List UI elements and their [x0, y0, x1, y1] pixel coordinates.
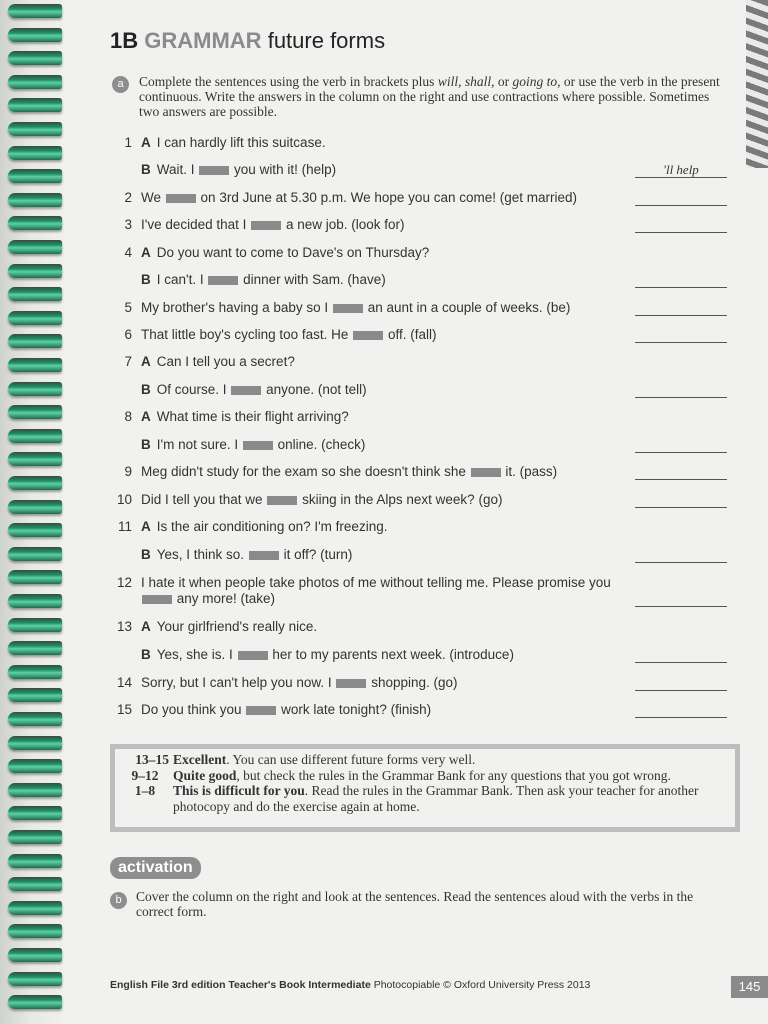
sentence-text: B I can't. I dinner with Sam. (have) — [141, 272, 386, 287]
binding-coil — [2, 639, 62, 661]
sentence-text: Sorry, but I can't help you now. I shopping. (go) — [141, 675, 458, 690]
footer-credit: English File 3rd edition Teacher's Book Intermediate Photocopiable © Oxford University Press 2013 — [110, 979, 591, 991]
sentence-text: My brother's having a baby so I an aunt in a couple of weeks. (be) — [141, 300, 571, 315]
binding-coil — [2, 757, 62, 779]
binding-coil — [2, 993, 62, 1015]
speaker-label: B — [141, 162, 151, 177]
speaker-label: A — [141, 519, 151, 534]
sentence-text: A I can hardly lift this suitcase. — [141, 135, 326, 150]
sentence-number: 15 — [116, 702, 132, 717]
speaker-label: B — [141, 647, 151, 662]
binding-coil — [2, 26, 62, 48]
binding-coil — [2, 238, 62, 260]
binding-coil — [2, 592, 62, 614]
sentence-text: A Do you want to come to Dave's on Thursday? — [141, 245, 430, 260]
sentence-row — [112, 437, 727, 455]
sentence-row — [112, 409, 727, 427]
activation-label: activation — [110, 857, 201, 879]
speaker-label: A — [141, 135, 151, 150]
answer-gap — [249, 551, 279, 560]
sentence-text: A Is the air conditioning on? I'm freezing. — [141, 519, 388, 534]
answer-line[interactable] — [635, 300, 727, 316]
binding-coil — [2, 686, 62, 708]
binding-coil — [2, 781, 62, 803]
sentence-row — [112, 190, 727, 208]
answer-gap — [267, 496, 297, 505]
answer-gap — [231, 386, 261, 395]
answer-gap — [353, 331, 383, 340]
answer-gap — [166, 194, 196, 203]
sentence-text: That little boy's cycling too fast. He off. (fall) — [141, 327, 437, 342]
sentence-text: A What time is their flight arriving? — [141, 409, 349, 424]
page-number: 145 — [731, 976, 768, 998]
binding-coil — [2, 474, 62, 496]
binding-coil — [2, 73, 62, 95]
exercise-b-instructions: b Cover the column on the right and look at the sentences. Read the sentences aloud with the verbs in the correct form. — [110, 889, 710, 919]
answer-line[interactable] — [635, 327, 727, 343]
sentence-text: Did I tell you that we skiing in the Alps next week? (go) — [141, 492, 503, 507]
score-box — [110, 744, 740, 832]
binding-coil — [2, 521, 62, 543]
answer-gap — [333, 304, 363, 313]
spiral-binding — [0, 0, 68, 1024]
binding-coil — [2, 214, 62, 236]
binding-coil — [2, 828, 62, 850]
exercise-b-badge: b — [110, 892, 127, 909]
sentence-text: A Your girlfriend's really nice. — [141, 619, 318, 634]
sentence-text: We on 3rd June at 5.30 p.m. We hope you can come! (get married) — [141, 190, 577, 205]
sentence-row — [112, 702, 727, 720]
sentence-row — [112, 547, 727, 565]
sentence-row — [112, 619, 727, 637]
binding-coil — [2, 852, 62, 874]
binding-coil — [2, 380, 62, 402]
sentence-text: I hate it when people take photos of me without telling me. Please promise you any more! (take) — [141, 575, 611, 606]
section-label: GRAMMAR — [144, 28, 262, 53]
answer-line[interactable] — [635, 190, 727, 206]
sentence-number: 7 — [124, 354, 132, 369]
sentence-row — [112, 162, 727, 180]
sentence-text: Meg didn't study for the exam so she doesn't think she it. (pass) — [141, 464, 558, 479]
answer-line[interactable] — [635, 591, 727, 607]
sentence-number: 12 — [116, 575, 132, 590]
sentence-number: 5 — [124, 300, 132, 315]
answer-gap — [208, 276, 238, 285]
binding-coil — [2, 946, 62, 968]
answer-line[interactable] — [635, 547, 727, 563]
answer-line[interactable] — [635, 647, 727, 663]
speaker-label: A — [141, 354, 151, 369]
sentence-text: B Yes, I think so. it off? (turn) — [141, 547, 353, 562]
binding-coil — [2, 96, 62, 118]
sentence-text: Do you think you work late tonight? (finish) — [141, 702, 432, 717]
binding-coil — [2, 875, 62, 897]
page-title — [110, 28, 385, 54]
unit-number: 1B — [110, 28, 139, 53]
sentence-text: B Yes, she is. I her to my parents next week. (introduce) — [141, 647, 514, 662]
score-row: 9–12 Quite good, but check the rules in the Grammar Bank for any questions that you got wrong. — [131, 767, 671, 783]
binding-coil — [2, 899, 62, 921]
answer-line[interactable]: 'll help — [635, 162, 727, 178]
binding-coil — [2, 450, 62, 472]
answer-gap — [336, 679, 366, 688]
binding-coil — [2, 356, 62, 378]
binding-coil — [2, 427, 62, 449]
topic-label: future forms — [267, 28, 386, 53]
binding-coil — [2, 498, 62, 520]
sentence-number: 8 — [124, 409, 132, 424]
answer-line[interactable] — [635, 437, 727, 453]
sentence-row — [112, 217, 727, 235]
score-row: 13–15 Excellent. You can use different future forms very well. — [135, 752, 476, 767]
answer-gap — [238, 651, 268, 660]
sentence-row — [112, 519, 727, 537]
sentence-number: 14 — [116, 675, 132, 690]
speaker-label: B — [141, 547, 151, 562]
sentence-text: I've decided that I a new job. (look for) — [141, 217, 405, 232]
sentence-row — [112, 382, 727, 400]
speaker-label: A — [141, 245, 151, 260]
binding-coil — [2, 970, 62, 992]
page-corner-decoration — [746, 0, 768, 168]
sentence-row — [112, 575, 727, 606]
binding-coil — [2, 2, 62, 24]
binding-coil — [2, 167, 62, 189]
answer-line[interactable] — [635, 675, 727, 691]
sentence-number: 9 — [124, 464, 132, 479]
answer-line[interactable] — [635, 382, 727, 398]
sentence-text: B I'm not sure. I online. (check) — [141, 437, 366, 452]
binding-coil — [2, 191, 62, 213]
answer-gap — [471, 468, 501, 477]
binding-coil — [2, 804, 62, 826]
binding-coil — [2, 309, 62, 331]
score-row: 1–8 This is difficult for you. Read the rules in the Grammar Bank. Then ask your teacher for another photocopy and do the exercise again at home. — [134, 783, 699, 814]
binding-coil — [2, 403, 62, 425]
binding-coil — [2, 922, 62, 944]
sentence-number: 4 — [124, 245, 132, 260]
binding-coil — [2, 710, 62, 732]
speaker-label: B — [141, 272, 151, 287]
sentence-row — [112, 647, 727, 665]
sentence-row — [112, 675, 727, 693]
exercise-a-badge: a — [112, 76, 129, 93]
sentence-row — [112, 135, 727, 153]
sentence-row — [112, 492, 727, 510]
answer-gap — [243, 441, 273, 450]
answer-line[interactable] — [635, 702, 727, 718]
answer-line[interactable] — [635, 272, 727, 288]
binding-coil — [2, 734, 62, 756]
sentence-row — [112, 354, 727, 372]
sentence-row — [112, 272, 727, 290]
answer-line[interactable] — [635, 492, 727, 508]
speaker-label: A — [141, 409, 151, 424]
sentence-number: 10 — [116, 492, 132, 507]
exercise-a-instructions: a Complete the sentences using the verb in brackets plus will, shall, or going to, or use the verb in the present continuous. Write the answers in the column on the right and use contractions where possible. Sometimes two answers are possible. — [112, 74, 722, 119]
sentence-number: 6 — [124, 327, 132, 342]
sentence-number: 1 — [124, 135, 132, 150]
answer-gap — [142, 595, 172, 604]
binding-coil — [2, 49, 62, 71]
sentence-row — [112, 464, 727, 482]
sentence-number: 3 — [124, 217, 132, 232]
sentence-text: A Can I tell you a secret? — [141, 354, 295, 369]
sentence-row — [112, 245, 727, 263]
sentence-row — [112, 300, 727, 318]
answer-gap — [199, 166, 229, 175]
answer-gap — [246, 706, 276, 715]
speaker-label: B — [141, 382, 151, 397]
binding-coil — [2, 285, 62, 307]
sentence-text: B Of course. I anyone. (not tell) — [141, 382, 367, 397]
binding-coil — [2, 144, 62, 166]
binding-coil — [2, 120, 62, 142]
binding-coil — [2, 545, 62, 567]
binding-coil — [2, 616, 62, 638]
sentence-row — [112, 327, 727, 345]
answer-line[interactable] — [635, 217, 727, 233]
speaker-label: A — [141, 619, 151, 634]
binding-coil — [2, 332, 62, 354]
sentence-number: 2 — [124, 190, 132, 205]
sentence-number: 11 — [117, 519, 132, 534]
sentence-text: B Wait. I you with it! (help) — [141, 162, 337, 177]
sentence-number: 13 — [116, 619, 132, 634]
speaker-label: B — [141, 437, 151, 452]
binding-coil — [2, 663, 62, 685]
binding-coil — [2, 262, 62, 284]
answer-gap — [251, 221, 281, 230]
binding-coil — [2, 568, 62, 590]
answer-line[interactable] — [635, 464, 727, 480]
